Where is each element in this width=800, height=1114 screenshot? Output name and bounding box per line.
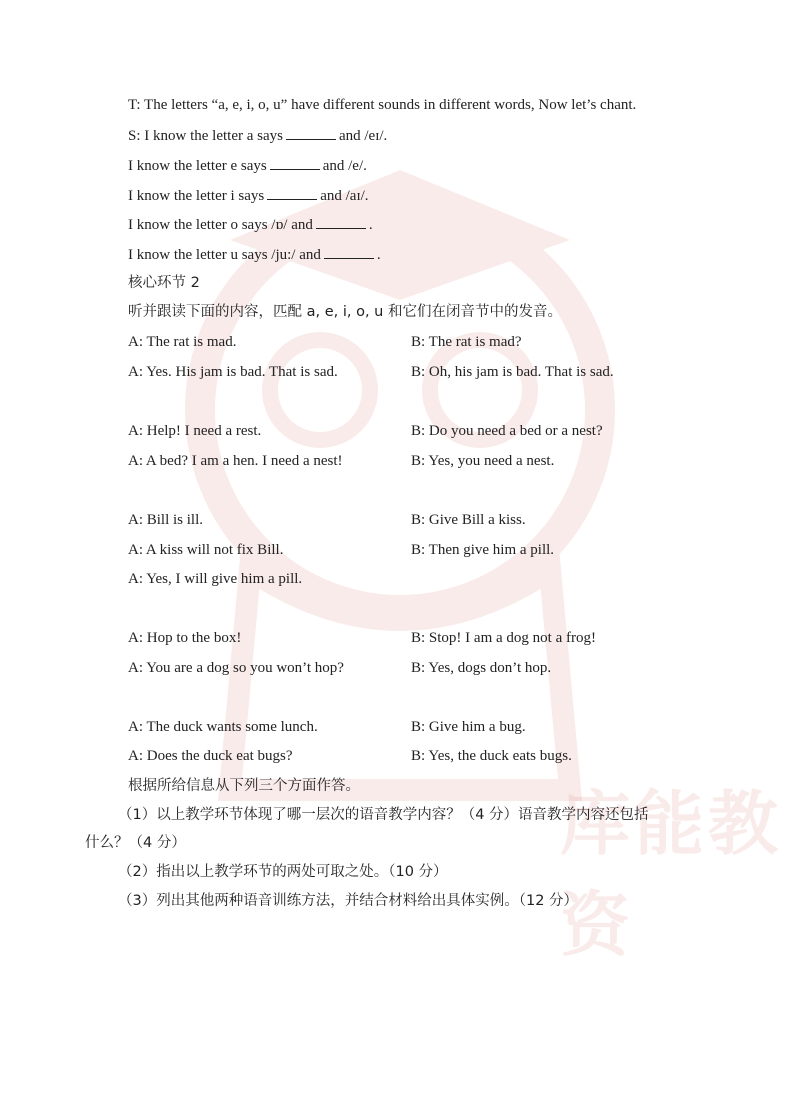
dialogue-b-8: B: Stop! I am a dog not a frog! bbox=[411, 630, 596, 646]
dialogue-a-1: A: The rat is mad. bbox=[128, 334, 237, 350]
dialogue-a-7: A: Yes, I will give him a pill. bbox=[128, 571, 303, 587]
dialogue-b-6: B: Then give him a pill. bbox=[411, 542, 555, 558]
dialogue-a-2: A: Yes. His jam is bad. That is sad. bbox=[128, 364, 338, 380]
chant-line-2: I know the letter e says and /e/. bbox=[128, 155, 367, 176]
answer-blank[interactable] bbox=[324, 244, 374, 259]
dialogue-a-3: A: Help! I need a rest. bbox=[128, 423, 262, 439]
dialogue-a-5: A: Bill is ill. bbox=[128, 512, 204, 528]
dialogue-b-3: B: Do you need a bed or a nest? bbox=[411, 423, 603, 439]
dialogue-b-1: B: The rat is mad? bbox=[411, 334, 522, 350]
answer-blank[interactable] bbox=[286, 125, 336, 140]
question-2: （2）指出以上教学环节的两处可取之处。（10 分） bbox=[118, 864, 448, 880]
dialogue-a-11: A: Does the duck eat bugs? bbox=[128, 748, 293, 764]
section-instruction: 听并跟读下面的内容，匹配 a, e, i, o, u 和它们在闭音节中的发音。 bbox=[128, 304, 562, 320]
questions-lead: 根据所给信息从下列三个方面作答。 bbox=[128, 778, 360, 794]
dialogue-b-4: B: Yes, you need a nest. bbox=[411, 453, 555, 469]
chant-line-4: I know the letter o says /ɒ/ and . bbox=[128, 214, 373, 235]
dialogue-a-4: A: A bed? I am a hen. I need a nest! bbox=[128, 453, 343, 469]
dialogue-b-11: B: Yes, the duck eats bugs. bbox=[411, 748, 572, 764]
dialogue-b-5: B: Give Bill a kiss. bbox=[411, 512, 526, 528]
question-1-line-2: 什么？（4 分） bbox=[85, 835, 186, 851]
question-1-line-1: （1）以上教学环节体现了哪一层次的语音教学内容？（4 分）语音教学内容还包括 bbox=[118, 807, 649, 823]
answer-blank[interactable] bbox=[316, 214, 366, 229]
dialogue-a-10: A: The duck wants some lunch. bbox=[128, 719, 318, 735]
dialogue-b-2: B: Oh, his jam is bad. That is sad. bbox=[411, 364, 614, 380]
dialogue-b-9: B: Yes, dogs don’t hop. bbox=[411, 660, 552, 676]
chant-line-5: I know the letter u says /ju:/ and . bbox=[128, 244, 381, 265]
teacher-line: T: The letters “a, e, i, o, u” have different sounds in different words, Now let’s chant. bbox=[128, 97, 637, 113]
chant-line-1: S: I know the letter a says and /eɪ/. bbox=[128, 125, 387, 146]
answer-blank[interactable] bbox=[270, 155, 320, 170]
question-3: （3）列出其他两种语音训练方法，并结合材料给出具体实例。（12 分） bbox=[118, 893, 579, 909]
dialogue-a-8: A: Hop to the box! bbox=[128, 630, 242, 646]
dialogue-a-6: A: A kiss will not fix Bill. bbox=[128, 542, 284, 558]
watermark-text: 库能教资 bbox=[560, 783, 782, 966]
dialogue-a-9: A: You are a dog so you won’t hop? bbox=[128, 660, 344, 676]
answer-blank[interactable] bbox=[267, 185, 317, 200]
dialogue-b-10: B: Give him a bug. bbox=[411, 719, 526, 735]
section-title: 核心环节 2 bbox=[128, 275, 200, 291]
chant-line-3: I know the letter i says and /aɪ/. bbox=[128, 185, 369, 206]
